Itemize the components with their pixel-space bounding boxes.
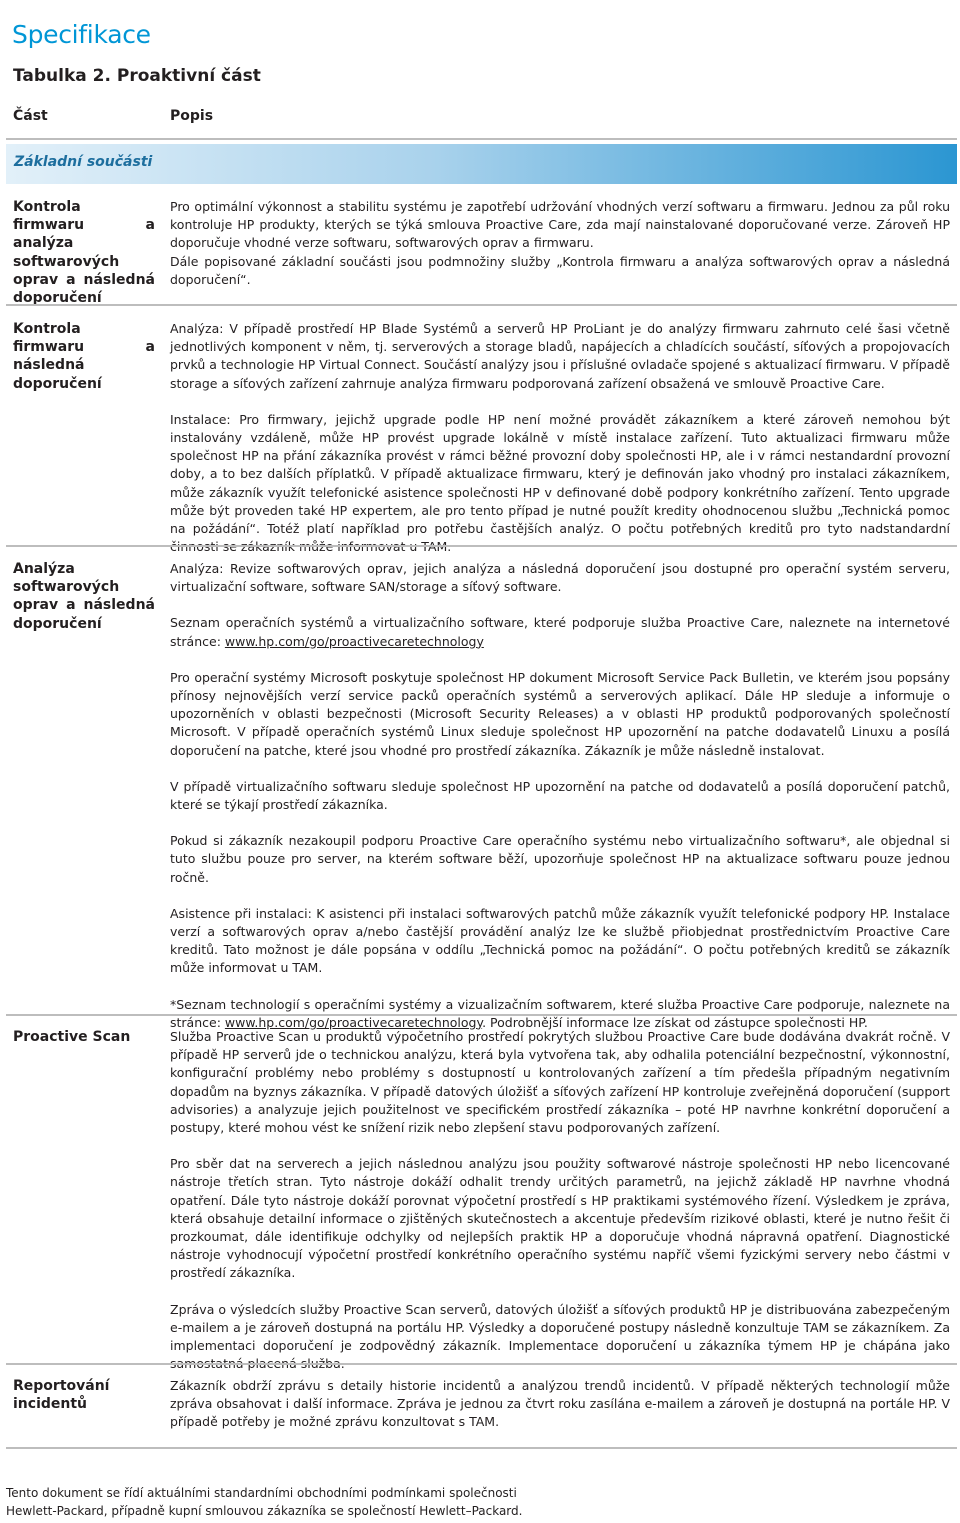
row-divider	[6, 304, 957, 306]
row-description-firmware-software	[170, 198, 950, 289]
row-label-proactive-scan: Proactive Scan	[13, 1029, 131, 1045]
page-heading: Specifikace	[12, 20, 151, 49]
proactive-care-technology-link[interactable]: www.hp.com/go/proactivecaretechnology	[224, 633, 484, 649]
paragraph: Analýza: V případě prostředí HP Blade Systémů a serverů HP ProLiant je do analýzy firmwaru zahrnuto celé šasi včetně jednotlivých komponent v něm, tj. serverových a storage bladů, napájecích a chladících součástí, síťových a propojovacích prvků a technologie HP Virtual Connect. Součástí analýzy jsou i příslušné ovladače spojené s aktualizací firmwaru. V případě storage a síťových zařízení zahrnuje analýza firmwaru podporovaná zařízení obsažená ve smlouvě Proactive Care.	[170, 321, 950, 391]
header-divider	[6, 138, 957, 140]
row-description-incident-reporting	[170, 1377, 950, 1432]
row-label-software-patches: Analýza softwarových oprav a následná doporučení	[13, 561, 155, 632]
footer-line: Tento dokument se řídí aktuálními standardními obchodními podmínkami společnosti	[6, 1486, 517, 1500]
row-label-firmware-check: Kontrola firmwaru a následná doporučení	[13, 321, 155, 392]
paragraph: Analýza: Revize softwarových oprav, jejich analýza a následná doporučení jsou dostupné pro operační systém serveru, virtualizační software, software SAN/storage a síťový software.	[170, 561, 950, 595]
section-band-label: Základní součásti	[14, 154, 153, 170]
table-title: Tabulka 2. Proaktivní část	[13, 66, 261, 86]
paragraph: Zpráva o výsledcích služby Proactive Scan serverů, datových úložišť a síťových produktů HP je distribuována zabezpečeným e-mailem a je zároveň dostupná na portálu HP. Výsledky a doporučené postupy následně konzultuje TAM se zákazníkem. Za implementaci doporučení je zodpovědný zákazník. Implementace doporučení u zákazníka týmem HP je chápána jako samostatná placená služba.	[170, 1301, 950, 1372]
column-header-description: Popis	[170, 108, 214, 124]
row-description-firmware-check	[170, 320, 950, 556]
paragraph: Pro sběr dat na serverech a jejich následnou analýzu jsou použity softwarové nástroje společnosti HP nebo licencované nástroje třetích stran. Tyto nástroje dokáží odhalit trendy určitých parametrů, na jejichž základě HP navrhne vhodná opatření. Dále tyto nástroje dokáží porovnat výpočetní prostředí s HP praktikami systémového řízení. Výsledkem je zpráva, která obsahuje detailní informace o zjištěných skutečnostech a akcentuje především rizikové oblasti, které je nutno řešit či prozkoumat, dále identifikuje odchylky od nejlepších praktik HP a doporučuje vhodná nápravná opatření. Diagnostické nástroje vyhodnocují výpočetní prostředí konkrétního operačního systému napříč všemi fyzickými servery nebo částmi v prostředí zákazníka.	[170, 1156, 950, 1281]
row-divider	[6, 545, 957, 547]
paragraph: Pro operační systémy Microsoft poskytuje společnost HP dokument Microsoft Service Pack Bulletin, ve kterém jsou popsány přínosy nejnovějších verzí service packů operačních systémů a serverových aplikací. Dále HP sleduje a informuje o upozorněních v oblasti bezpečnosti (Microsoft Security Releases) a v oblasti HP produktů podporovaných společností Microsoft. V případě operačních systémů Linux sleduje společnost HP upozornění na patche dodavatelů Linuxu a posílá doporučení na patche, které jsou vhodné pro prostředí zákazníka. Zákazník je může následně instalovat.	[170, 669, 950, 758]
paragraph: Zákazník obdrží zprávu s detaily historie incidentů a analýzou trendů incidentů. V případě některých technologií může zpráva obsahovat i další informace. Zpráva je jednou za čtvrt roku zasílána e-mailem a zároveň je dostupná na portále HP. V případě potřeby je možné zprávu konzultovat s TAM.	[170, 1378, 950, 1430]
paragraph: Pro optimální výkonnost a stabilitu systému je zapotřebí udržování vhodných verzí softwaru a firmwaru. Jednou za půl roku kontroluje HP produkty, kterých se týká smlouva Proactive Care, zda mají nainstalované doporučované verze. Zároveň HP doporučuje vhodné verze softwaru, softwarových oprav a firmwaru.	[170, 199, 950, 251]
footer-note	[6, 1484, 522, 1520]
paragraph: Asistence při instalaci: K asistenci při instalaci softwarových patchů může zákazník využít telefonické podpory HP. Instalace verzí a softwarových oprav a/nebo častější provádění analýz lze ke službě přiobjednat prostřednictvím Proactive Care kreditů. Tato možnost je dále popsána v oddílu „Technická pomoc na požádání“. O počtu potřebných kreditů se zákazník může informovat u TAM.	[170, 905, 950, 976]
paragraph: Služba Proactive Scan u produktů výpočetního prostředí pokrytých službou Proactive Care bude dodávána dvakrát ročně. V případě HP serverů jde o technickou analýzu, která byla vytvořena tak, aby odhalila potenciální bezpečnostní, výkonnostní, konfigurační problémy nebo problémy s dostupností u kontrolovaných zařízení a tím předešla případným negativním dopadům na byznys zákazníka. V případě datových úložišť a síťových zařízení HP kontroluje zveřejněná doporučení (support advisories) a analyzuje jejich použitelnost ve specifickém prostředí zákazníka – poté HP navrhne konkrétní doporučení a postupy, které mohou vést ke snížení rizik nebo zlepšení stavu podporovaných zařízení.	[170, 1029, 950, 1136]
paragraph	[170, 614, 950, 650]
text: *Seznam technologií s operačními systémy a vizualizačním softwarem, které služba Proactive Care podporuje, naleznete na stránce:	[170, 996, 950, 1030]
row-divider	[6, 1363, 957, 1365]
paragraph: Dále popisované základní součásti jsou podmnožiny služby „Kontrola firmwaru a analýza softwarových oprav a následná doporučení“.	[170, 253, 950, 287]
footer-line: Hewlett-Packard, případně kupní smlouvou zákazníka se společností Hewlett–Packard.	[6, 1504, 523, 1518]
paragraph: Instalace: Pro firmwary, jejichž upgrade podle HP není možné provádět zákazníkem a které zároveň nemohou být instalovány vzdáleně, může HP provést upgrade lokálně v místě instalace zařízení. Tuto aktualizaci firmwaru může společnost HP na přání zákazníka provést v rámci běžné provozní doby společnosti HP, ale i v rámci nestandardní provozní doby, a to bez dalších příplatků. V případě aktualizace firmwaru, který je definován jako vhodný pro instalaci zákazníkem, může zákazník využít telefonické asistence společnosti HP v definované době podpory konkrétního zařízení. Tento upgrade může být proveden také HP expertem, ale pro tento případ je nutné použít kredity ohodnocenou službu „Technická pomoc na požádání“. Totéž platí například pro potřebu častějších analýz. O počtu potřebných kreditů pro tyto nadstandardní činnosti se zákazník může informovat u TAM.	[170, 411, 950, 555]
row-description-software-patches	[170, 560, 950, 1032]
row-label-incident-reporting: Reportování incidentů	[13, 1378, 110, 1413]
text: Seznam operačních systémů a virtualizačního software, které podporuje služba Proactive Care, naleznete na internetové stránce:	[170, 615, 950, 649]
proactive-care-technology-link[interactable]: www.hp.com/go/proactivecaretechnology	[224, 1014, 483, 1030]
section-band	[6, 144, 957, 184]
paragraph: V případě virtualizačního softwaru sleduje společnost HP upozornění na patche od dodavatelů a posílá doporučení patchů, které se týkají prostředí zákazníka.	[170, 778, 950, 813]
table-bottom-divider	[6, 1447, 957, 1449]
paragraph: Pokud si zákazník nezakoupil podporu Proactive Care operačního systému nebo virtualizačního softwaru*, ale objednal si tuto službu pouze pro server, na kterém software běží, upozorňuje společnost HP na aktualizace softwaru pouze jednou ročně.	[170, 833, 950, 885]
text: . Podrobnější informace lze získat od zástupce společnosti HP.	[482, 1014, 868, 1030]
column-header-part: Část	[13, 108, 48, 124]
row-description-proactive-scan	[170, 1028, 950, 1373]
row-label-firmware-software: Kontrola firmwaru a analýza softwarových oprav a následná doporučení	[13, 199, 155, 307]
row-divider	[6, 1014, 957, 1016]
